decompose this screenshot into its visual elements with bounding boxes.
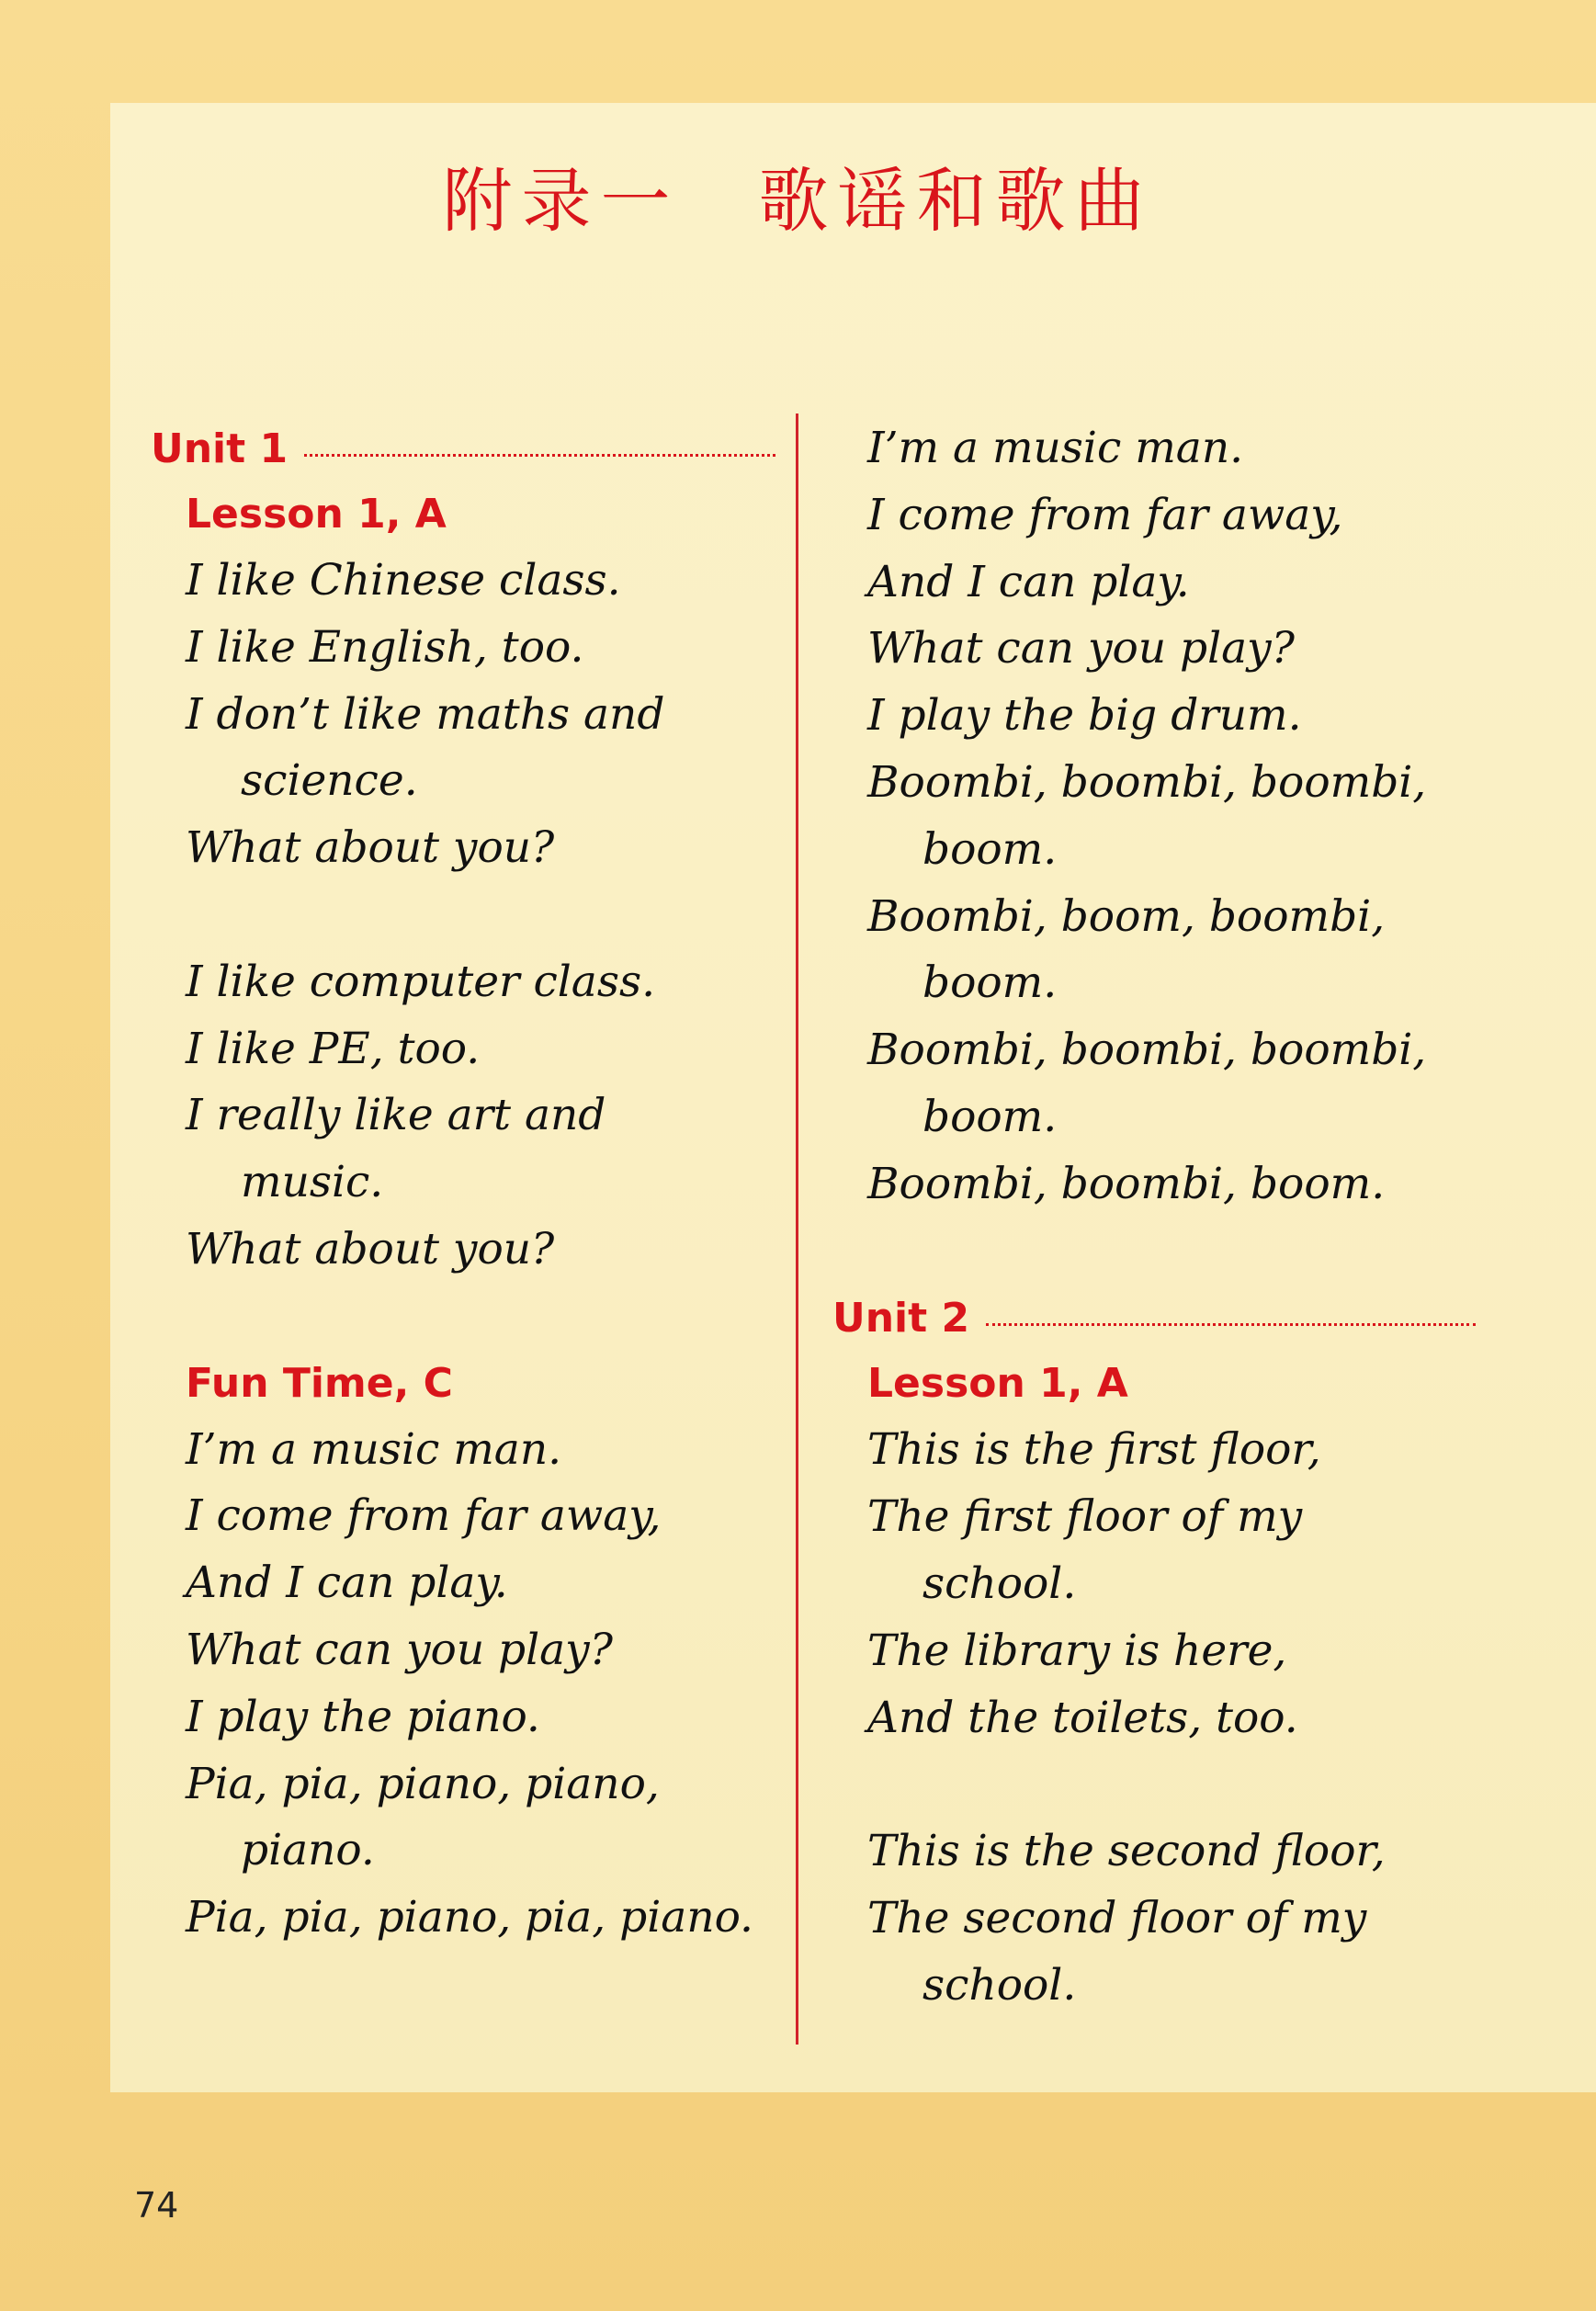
song-line: science. [241,755,418,807]
song-line: boom. [923,957,1058,1009]
dotted-leader [304,454,775,457]
song-line: The second floor of my [867,1892,1367,1943]
song-line: I like PE, too. [186,1023,481,1074]
lesson-heading: Fun Time, C [186,1359,453,1407]
song-line: I come from far away, [186,1490,662,1542]
verse-gap [151,882,775,949]
right-column [832,415,1476,2020]
song-line: I don’t like maths and [186,688,665,740]
song-line: I’m a music man. [186,1423,562,1475]
page-number: 74 [134,2185,179,2226]
song-line: school. [923,1959,1077,2011]
song-line: I’m a music man. [867,423,1244,473]
song-line: Pia, pia, piano, pia, piano. [186,1892,753,1943]
song-line: Boombi, boombi, boom. [867,1158,1386,1209]
song-line: This is the second floor, [867,1826,1386,1877]
unit-label: Unit 2 [832,1294,970,1342]
verse-gap [151,1284,775,1351]
song-line: What about you? [186,822,555,874]
verse-gap [832,1751,1476,1818]
song-line: I like English, too. [186,621,584,673]
song-line: Boombi, boom, boombi, [867,890,1386,942]
song-line: What can you play? [186,1624,613,1675]
song-line: Pia, pia, piano, piano, [186,1758,660,1809]
unit-heading [151,415,775,481]
lesson-heading: Lesson 1, A [867,1360,1128,1408]
song-line: I like computer class. [186,956,656,1007]
song-line: What can you play? [867,623,1295,674]
song-line: The first floor of my [867,1491,1303,1543]
song-line: The library is here, [867,1625,1287,1676]
song-line: boom. [923,1091,1058,1142]
song-line: I play the piano. [186,1691,540,1742]
page-title: 附录一 歌谣和歌曲 [442,160,1154,242]
song-line: What about you? [186,1223,555,1274]
song-line: Boombi, boombi, boombi, [867,756,1427,808]
song-line: music. [241,1157,384,1208]
song-line: boom. [923,823,1058,875]
song-line: school. [923,1558,1077,1609]
song-line: And I can play. [186,1558,508,1609]
column-divider [796,413,798,2045]
song-line: piano. [241,1825,375,1876]
verse-gap [832,1218,1476,1286]
song-line: And the toilets, too. [867,1692,1298,1743]
song-line: I come from far away, [867,489,1343,540]
unit-label: Unit 1 [151,425,289,472]
song-line: I like Chinese class. [186,555,621,606]
left-column [151,415,775,1952]
song-line: I really like art and [186,1090,606,1141]
song-line: Boombi, boombi, boombi, [867,1025,1427,1076]
song-line: I play the big drum. [867,690,1302,742]
song-line: And I can play. [867,556,1190,607]
unit-heading [832,1285,1476,1351]
dotted-leader [986,1323,1476,1326]
song-line: This is the first floor, [867,1424,1321,1476]
lesson-heading: Lesson 1, A [186,491,447,538]
